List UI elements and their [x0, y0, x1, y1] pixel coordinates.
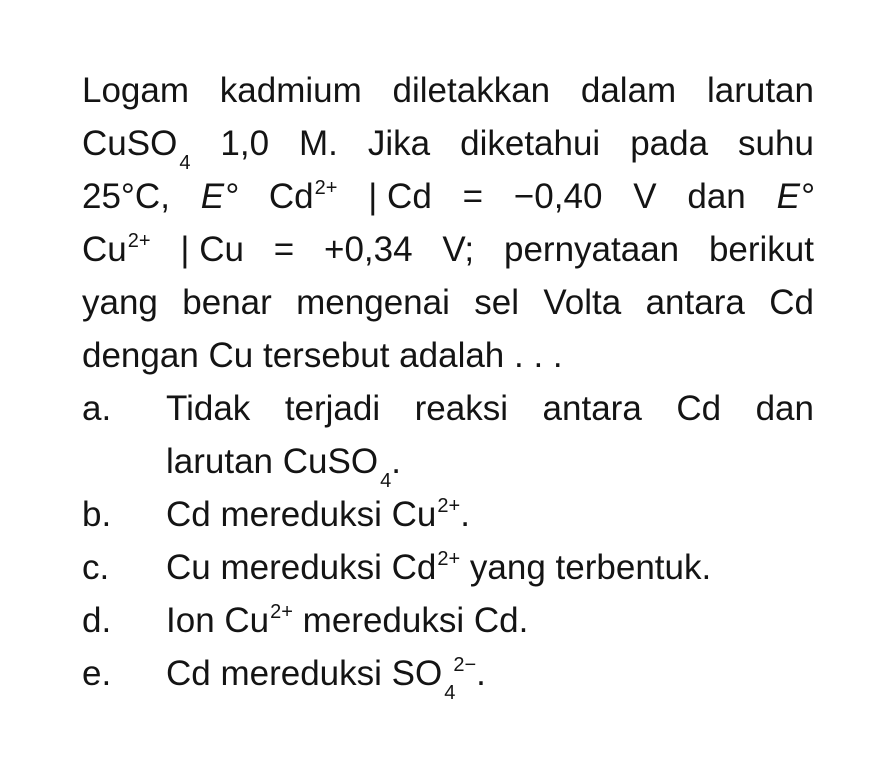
option-text: Tidak terjadi reaksi antara Cd dan	[166, 389, 814, 428]
e-standard-symbol: E°	[200, 177, 239, 216]
option-text: Cu mereduksi $Cd^{2+}$ yang terbentuk.	[166, 548, 712, 587]
word: 25°C,	[82, 177, 170, 216]
word: larutan	[706, 71, 814, 110]
word: diletakkan	[392, 71, 551, 110]
e-standard-symbol: E°	[776, 177, 814, 216]
word: antara	[645, 283, 745, 322]
word: =	[462, 177, 484, 216]
word: =	[273, 230, 295, 269]
word: kadmium	[219, 71, 362, 110]
word: −0,40	[513, 177, 603, 216]
word: mengenai	[296, 283, 450, 322]
word: Volta	[543, 283, 622, 322]
cu-ion: $Cu^{2+}$	[82, 230, 151, 269]
word: +0,34	[324, 230, 413, 269]
word: dan	[687, 177, 746, 216]
option-a-continuation: larutan CuSO $_4$.	[166, 442, 401, 492]
option-d[interactable]	[82, 594, 814, 647]
word: | Cd	[368, 177, 432, 216]
word: V;	[442, 230, 475, 269]
word: | Cu	[180, 230, 244, 269]
word: pernyataan	[503, 230, 680, 269]
word: diketahui	[460, 124, 601, 163]
option-text: Cd mereduksi $Cu^{2+}$.	[166, 495, 470, 534]
question-line-6: dengan Cu tersebut adalah . . .	[82, 336, 563, 375]
word: Cd	[769, 283, 814, 322]
option-letter: a.	[82, 389, 112, 428]
word: Logam	[82, 71, 190, 110]
option-e[interactable]	[82, 647, 814, 704]
option-text: Cd mereduksi SO $_4^{2-}$.	[166, 654, 486, 704]
word: M.	[299, 124, 338, 163]
option-c[interactable]	[82, 541, 814, 594]
question-line-2	[82, 117, 814, 174]
cd-ion: $Cd^{2+}$	[268, 177, 338, 216]
option-a[interactable]	[82, 382, 814, 435]
word: yang	[82, 283, 158, 322]
word: dalam	[580, 71, 677, 110]
option-letter: e.	[82, 654, 112, 693]
word: benar	[182, 283, 272, 322]
option-text: Ion $Cu^{2+}$ mereduksi Cd.	[166, 601, 529, 640]
question-line-3	[82, 170, 814, 223]
word: 1,0	[220, 124, 270, 163]
option-letter: b.	[82, 495, 112, 534]
word: sel	[474, 283, 519, 322]
word: pada	[630, 124, 709, 163]
option-letter: c.	[82, 548, 110, 587]
word: Jika	[367, 124, 431, 163]
question-line-5	[82, 276, 814, 329]
formula-cuso4: CuSO $_4$	[82, 124, 191, 174]
option-letter: d.	[82, 601, 112, 640]
question-line-1	[82, 64, 814, 117]
word: V	[633, 177, 657, 216]
question-document	[82, 64, 814, 704]
word: suhu	[738, 124, 814, 163]
word: berikut	[708, 230, 814, 269]
option-b[interactable]	[82, 488, 814, 541]
question-line-4	[82, 223, 814, 276]
